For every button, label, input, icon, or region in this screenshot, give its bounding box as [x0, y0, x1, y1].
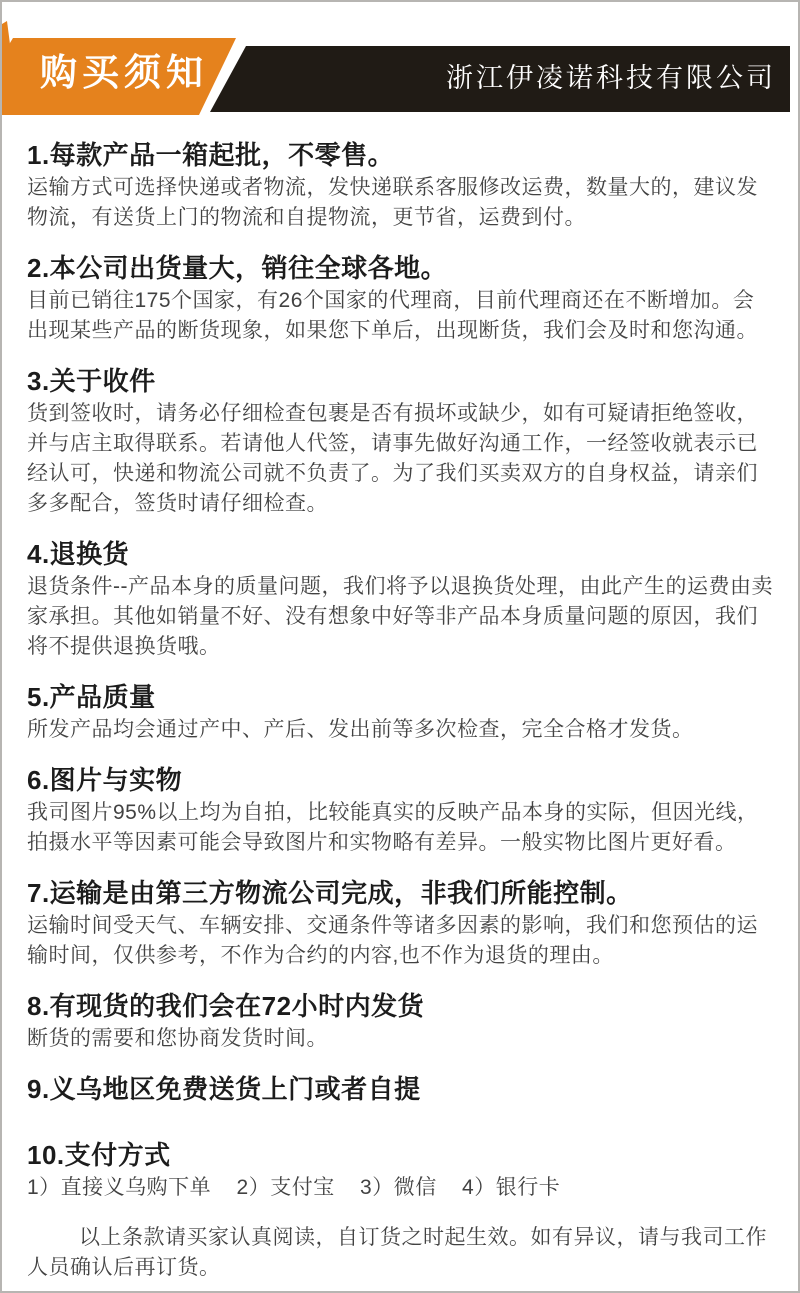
notice-section-10 — [27, 1140, 773, 1203]
notice-section-4 — [27, 539, 773, 662]
section-body: 所发产品均会通过产中、产后、发出前等多次检查，完全合格才发货。 — [27, 718, 694, 741]
notice-section-6 — [27, 765, 773, 858]
section-heading: 7.运输是由第三方物流公司完成，非我们所能控制。 — [27, 878, 633, 908]
section-heading: 3.关于收件 — [27, 366, 156, 396]
section-heading: 10.支付方式 — [27, 1140, 171, 1170]
section-body: 断货的需要和您协商发货时间。 — [27, 1027, 328, 1050]
section-heading: 8.有现货的我们会在72小时内发货 — [27, 991, 425, 1021]
section-body: 1）直接义乌购下单 2）支付宝 3）微信 4）银行卡 — [27, 1176, 561, 1199]
section-heading: 2.本公司出货量大，销往全球各地。 — [27, 253, 448, 283]
section-body: 运输方式可选择快递或者物流，发快递联系客服修改运费，数量大的，建议发物流，有送货上门的物流和自提物流，更节省，运费到付。 — [27, 176, 758, 229]
notice-content — [2, 132, 798, 1283]
notice-section-3 — [27, 366, 773, 519]
section-heading: 5.产品质量 — [27, 682, 156, 712]
page-title: 购买须知 — [40, 52, 208, 93]
notice-section-7 — [27, 878, 773, 971]
section-heading: 6.图片与实物 — [27, 765, 183, 795]
section-body: 运输时间受天气、车辆安排、交通条件等诸多因素的影响，我们和您预估的运输时间，仅供参考，不作为合约的内容,也不作为退货的理由。 — [27, 914, 758, 967]
closing-note: 以上条款请买家认真阅读，自订货之时起生效。如有异议，请与我司工作人员确认后再订货。 — [27, 1226, 767, 1279]
section-body: 我司图片95%以上均为自拍，比较能真实的反映产品本身的实际，但因光线，拍摄水平等因素可能会导致图片和实物略有差异。一般实物比图片更好看。 — [27, 801, 759, 854]
section-body: 退货条件--产品本身的质量问题，我们将予以退换货处理，由此产生的运费由卖家承担。其他如销量不好、没有想象中好等非产品本身质量问题的原因，我们将不提供退换货哦。 — [27, 575, 773, 658]
company-name: 浙江伊凌诺科技有限公司 — [446, 63, 776, 93]
notice-section-9 — [27, 1074, 773, 1104]
section-heading: 1.每款产品一箱起批，不零售。 — [27, 140, 395, 170]
header-banner — [2, 2, 798, 132]
section-heading: 9.义乌地区免费送货上门或者自提 — [27, 1074, 421, 1104]
notice-section-2 — [27, 253, 773, 346]
section-body: 目前已销往175个国家，有26个国家的代理商，目前代理商还在不断增加。会出现某些产品的断货现象，如果您下单后，出现断货，我们会及时和您沟通。 — [27, 289, 758, 342]
notice-section-5 — [27, 682, 773, 745]
section-heading: 4.退换货 — [27, 539, 130, 569]
notice-section-1 — [27, 140, 773, 233]
section-body: 货到签收时，请务必仔细检查包裹是否有损坏或缺少，如有可疑请拒绝签收，并与店主取得联系。若请他人代签，请事先做好沟通工作，一经签收就表示已经认可，快递和物流公司就不负责了。为了我们买卖双方的自身权益，请亲们多多配合，签货时请仔细检查。 — [27, 402, 758, 515]
notice-section-8 — [27, 991, 773, 1054]
